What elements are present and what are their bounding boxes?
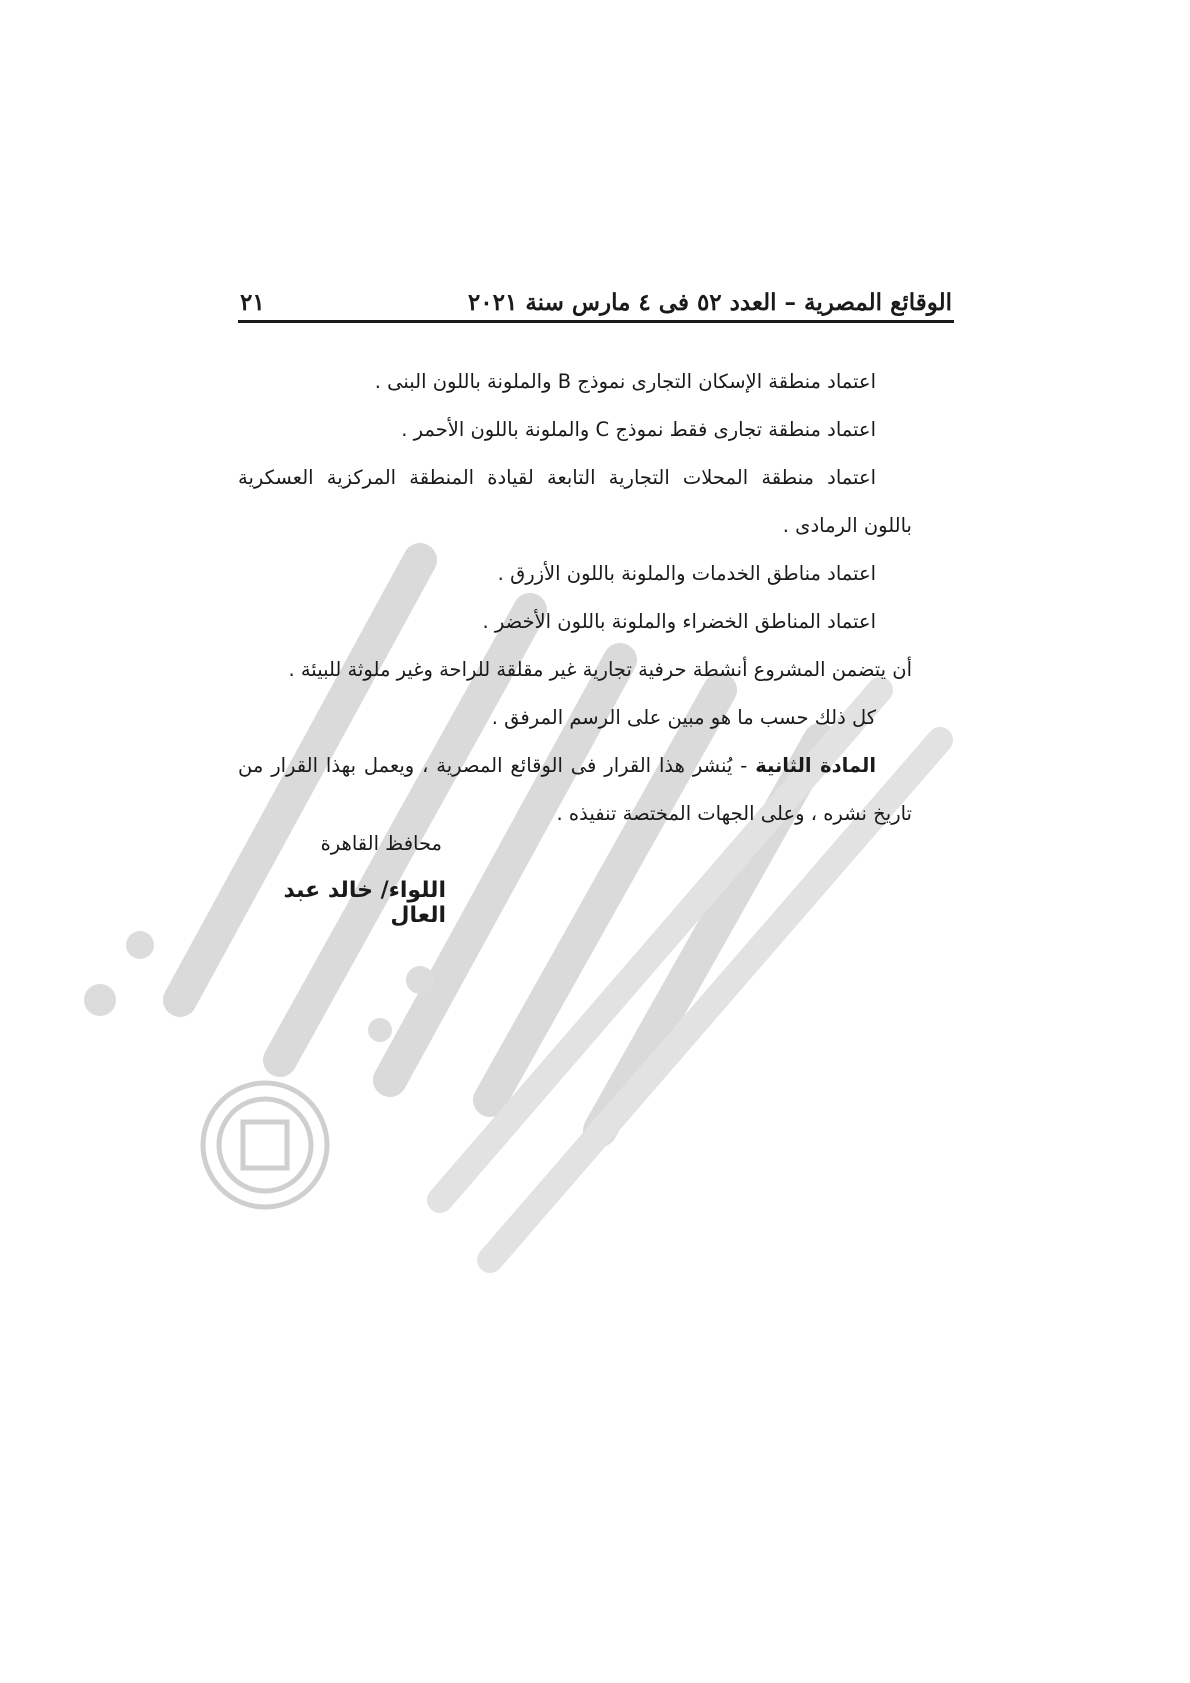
decision-item: اعتماد المناطق الخضراء والملونة باللون الأخضر . — [482, 610, 876, 633]
decision-item: كل ذلك حسب ما هو مبين على الرسم المرفق . — [491, 706, 876, 729]
decision-item: اعتماد منطقة تجارى فقط نموذج C والملونة باللون الأحمر . — [401, 418, 876, 441]
signatory-title: محافظ القاهرة — [320, 832, 442, 855]
decision-item: أن يتضمن المشروع أنشطة حرفية تجارية غير مقلقة للراحة وغير ملوثة للبيئة . — [288, 658, 912, 681]
article-heading: المادة الثانية — [755, 754, 877, 777]
article-text-continuation: تاريخ نشره ، وعلى الجهات المختصة تنفيذه . — [556, 802, 912, 825]
article-text: - يُنشر هذا القرار فى الوقائع المصرية ، ويعمل بهذا القرار من — [238, 754, 748, 777]
decision-item: اعتماد منطقة الإسكان التجارى نموذج B والملونة باللون البنى . — [374, 370, 876, 393]
signatory-name: اللواء/ خالد عبد العال — [283, 878, 446, 928]
decision-item: اعتماد منطقة المحلات التجارية التابعة لقيادة المنطقة المركزية العسكرية — [238, 466, 876, 489]
document-body — [238, 358, 912, 838]
header-title: الوقائع المصرية – العدد ٥٢ فى ٤ مارس سنة ٢٠٢١ — [467, 289, 952, 316]
article-two — [238, 742, 912, 790]
page-header — [240, 268, 952, 316]
header-divider — [238, 320, 954, 323]
page-number: ٢١ — [240, 289, 265, 316]
decision-item: اعتماد مناطق الخدمات والملونة باللون الأزرق . — [497, 562, 876, 585]
decision-item-continuation: باللون الرمادى . — [782, 514, 912, 537]
